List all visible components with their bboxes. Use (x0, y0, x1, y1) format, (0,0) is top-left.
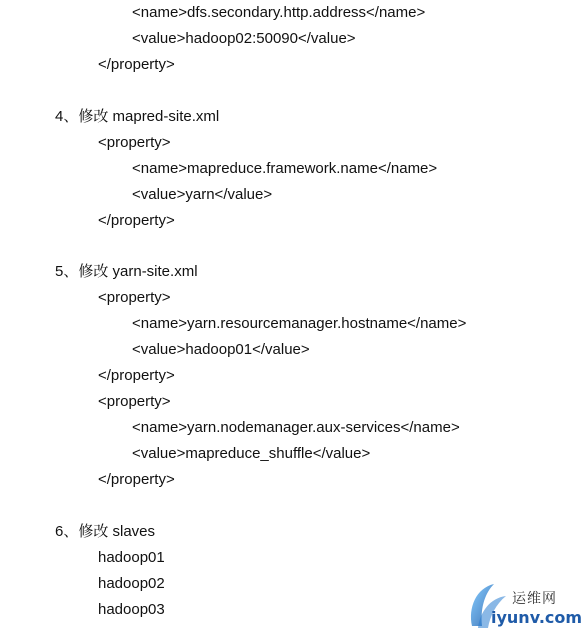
watermark-en-text: iyunv.com (491, 608, 582, 627)
text-line: <value>mapreduce_shuffle</value> (132, 445, 371, 462)
section-heading: 6、修改 slaves (55, 523, 156, 540)
section-heading: 5、修改 yarn-site.xml (55, 263, 198, 280)
text-line: <value>hadoop02:50090</value> (132, 30, 356, 47)
text-line: <name>yarn.resourcemanager.hostname</name> (132, 315, 467, 332)
text-line: <name>mapreduce.framework.name</name> (132, 160, 438, 177)
text-line: hadoop03 (98, 601, 165, 618)
text-line: <value>hadoop01</value> (132, 341, 310, 358)
text-line: </property> (98, 212, 175, 229)
text-line: </property> (98, 471, 175, 488)
text-line: hadoop01 (98, 549, 165, 566)
watermark-cn-text: 运维网 (512, 591, 557, 607)
text-line: </property> (98, 367, 175, 384)
text-line: <value>yarn</value> (132, 186, 273, 203)
text-line: <name>dfs.secondary.http.address</name> (132, 4, 426, 21)
text-line: </property> (98, 56, 175, 73)
text-line: hadoop02 (98, 575, 165, 592)
section-heading: 4、修改 mapred-site.xml (55, 108, 220, 125)
watermark (466, 578, 582, 631)
text-line: <property> (98, 289, 171, 306)
text-line: <name>yarn.nodemanager.aux-services</name> (132, 419, 460, 436)
text-line: <property> (98, 134, 171, 151)
text-line: <property> (98, 393, 171, 410)
